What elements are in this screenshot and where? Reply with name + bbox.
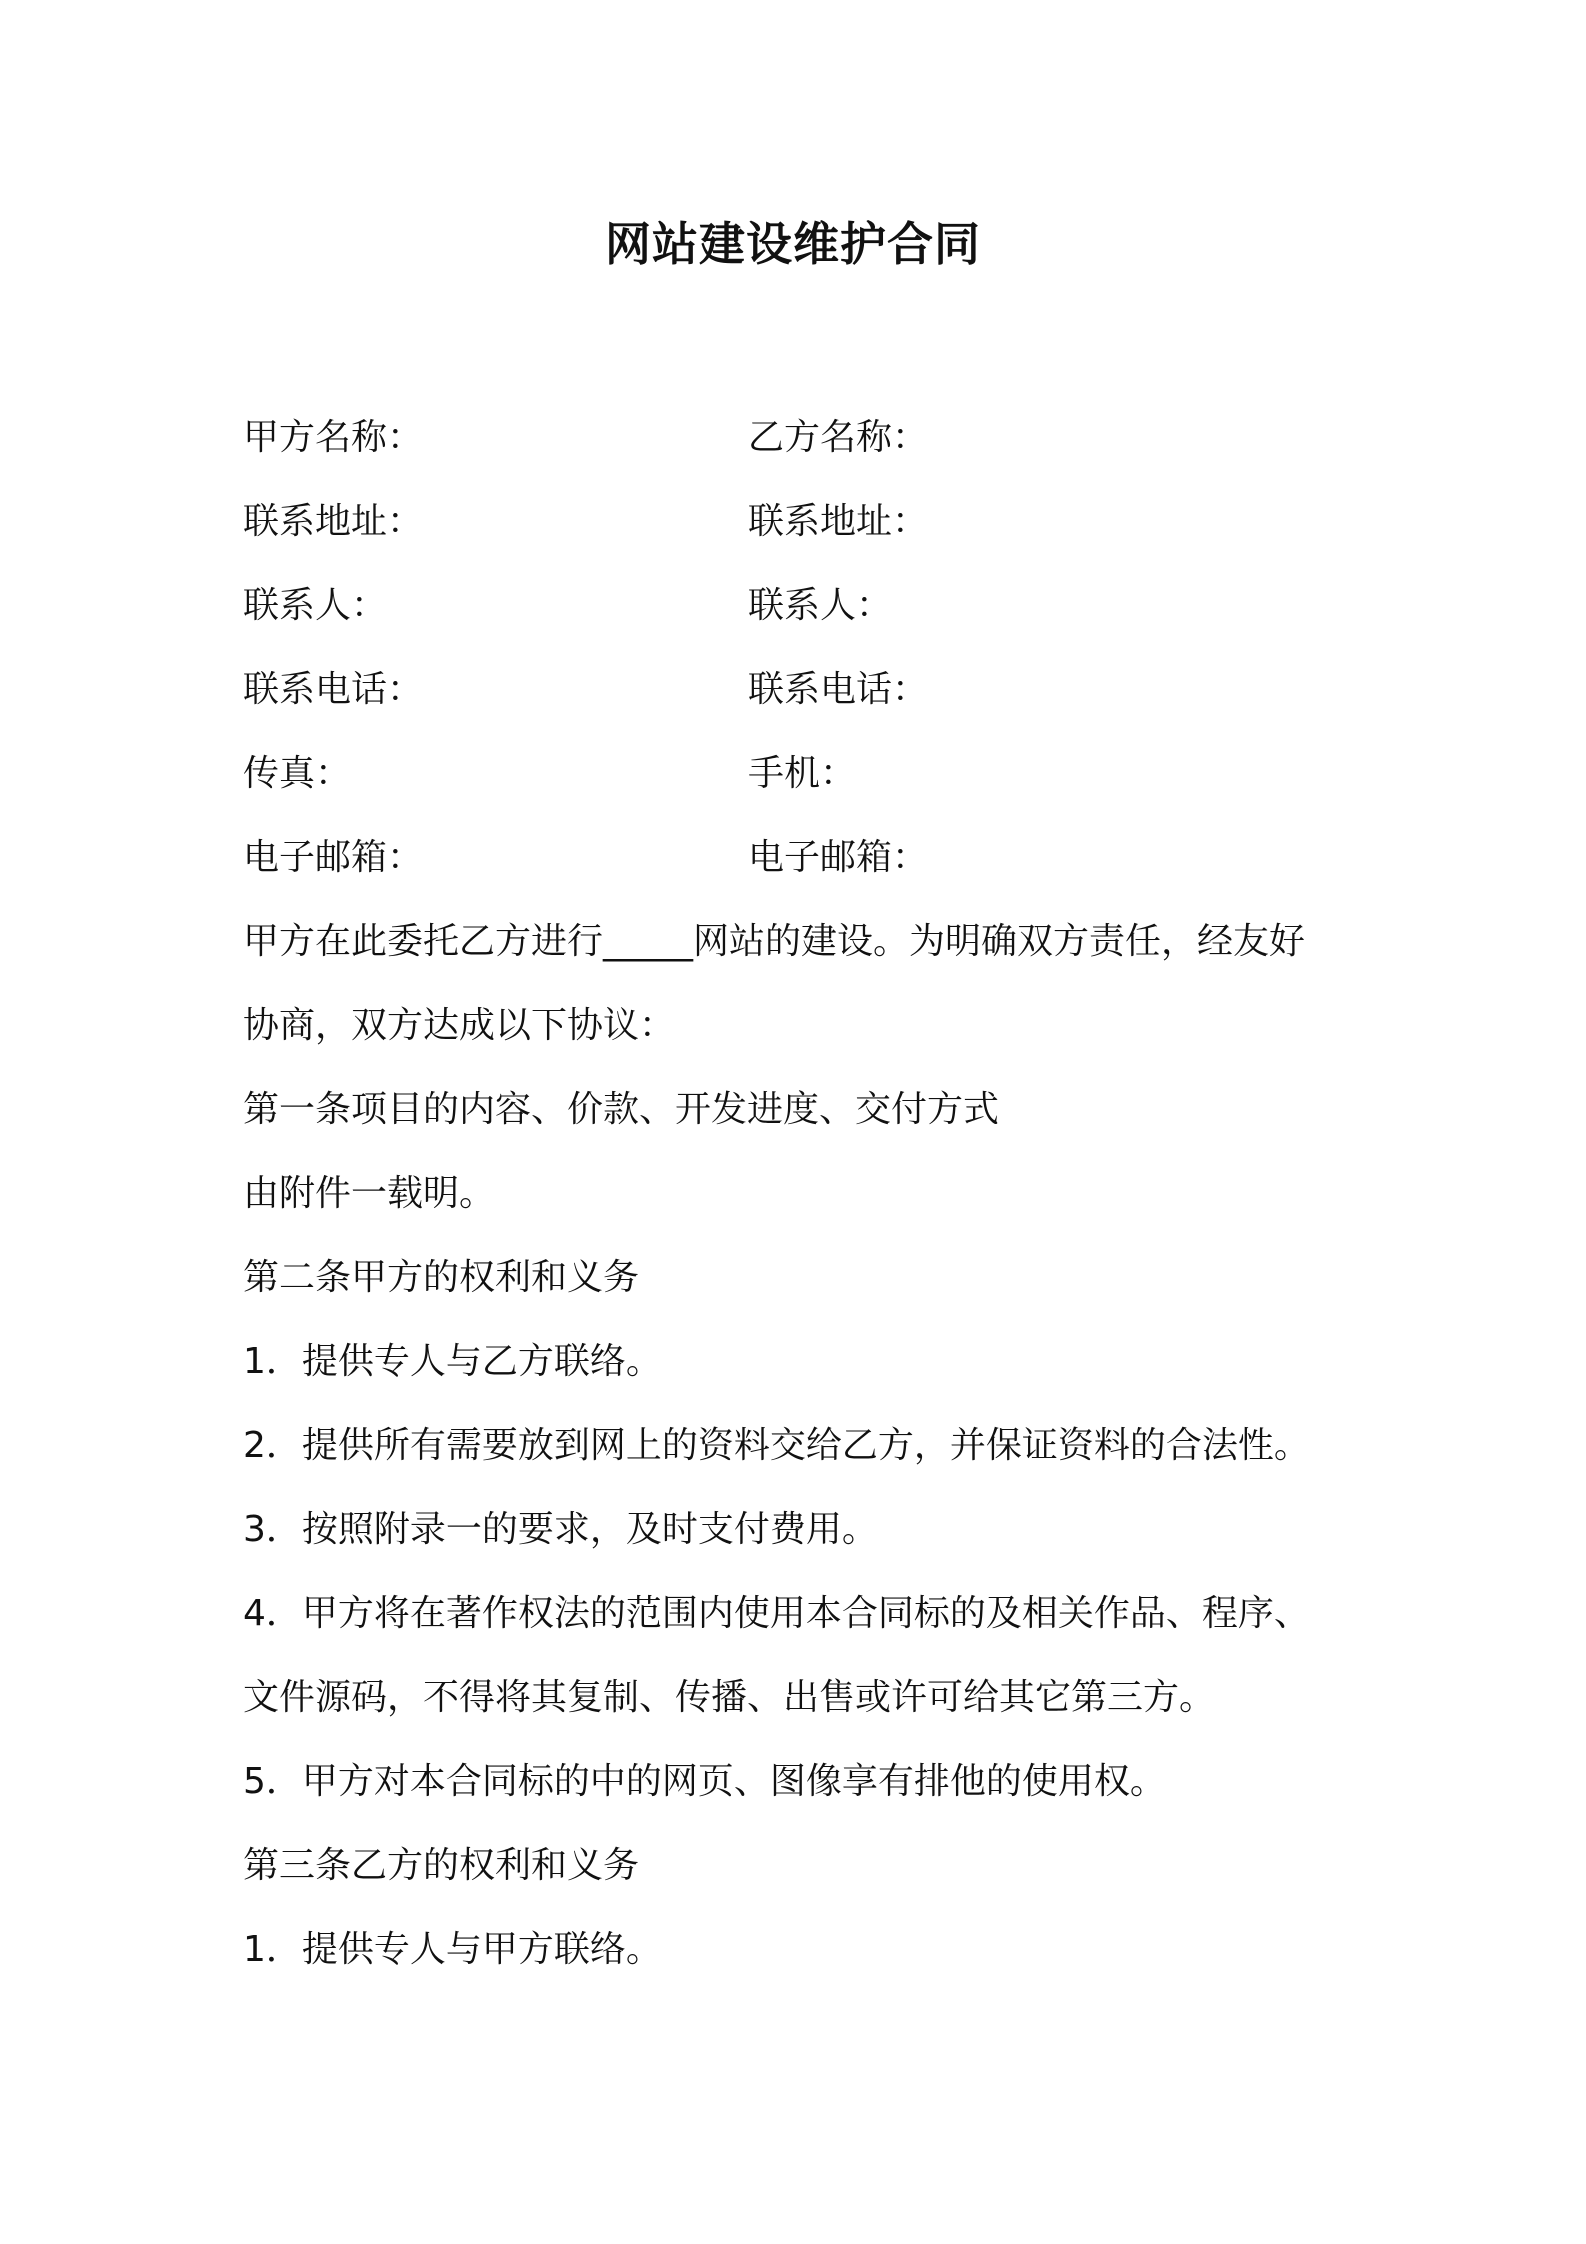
article-2-heading: 第二条甲方的权利和义务 [243,1257,640,1298]
article-3-item-1: 1．提供专人与甲方联络。 [243,1929,662,1970]
article-1-heading: 第一条项目的内容、价款、开发进度、交付方式 [243,1089,1000,1130]
party-b-address-label: 联系地址： [748,501,929,542]
article-2-item-4: 4．甲方将在著作权法的范围内使用本合同标的及相关作品、程序、 [243,1593,1310,1634]
party-b-email-label: 电子邮箱： [748,837,929,878]
article-2-item-3: 3．按照附录一的要求，及时支付费用。 [243,1509,878,1550]
intro-line-2: 协商，双方达成以下协议： [243,1005,676,1046]
article-2-item-4-cont: 文件源码，不得将其复制、传播、出售或许可给其它第三方。 [243,1677,1216,1718]
party-a-phone-label: 联系电话： [243,669,424,710]
intro-line-1: 甲方在此委托乙方进行_____网站的建设。为明确双方责任，经友好 [243,921,1306,962]
article-1-text: 由附件一载明。 [243,1173,496,1214]
party-a-email-label: 电子邮箱： [243,837,424,878]
document-title: 网站建设维护合同 [605,217,981,271]
party-a-contact-label: 联系人： [243,585,388,626]
party-b-mobile-label: 手机： [748,753,857,794]
party-a-name-label: 甲方名称： [243,417,424,458]
party-b-phone-label: 联系电话： [748,669,929,710]
party-a-fax-label: 传真： [243,753,352,794]
article-3-heading: 第三条乙方的权利和义务 [243,1845,640,1886]
party-a-address-label: 联系地址： [243,501,424,542]
article-2-item-5: 5．甲方对本合同标的中的网页、图像享有排他的使用权。 [243,1761,1166,1802]
article-2-item-1: 1．提供专人与乙方联络。 [243,1341,662,1382]
party-b-name-label: 乙方名称： [748,417,929,458]
article-2-item-2: 2．提供所有需要放到网上的资料交给乙方，并保证资料的合法性。 [243,1425,1310,1466]
party-b-contact-label: 联系人： [748,585,893,626]
